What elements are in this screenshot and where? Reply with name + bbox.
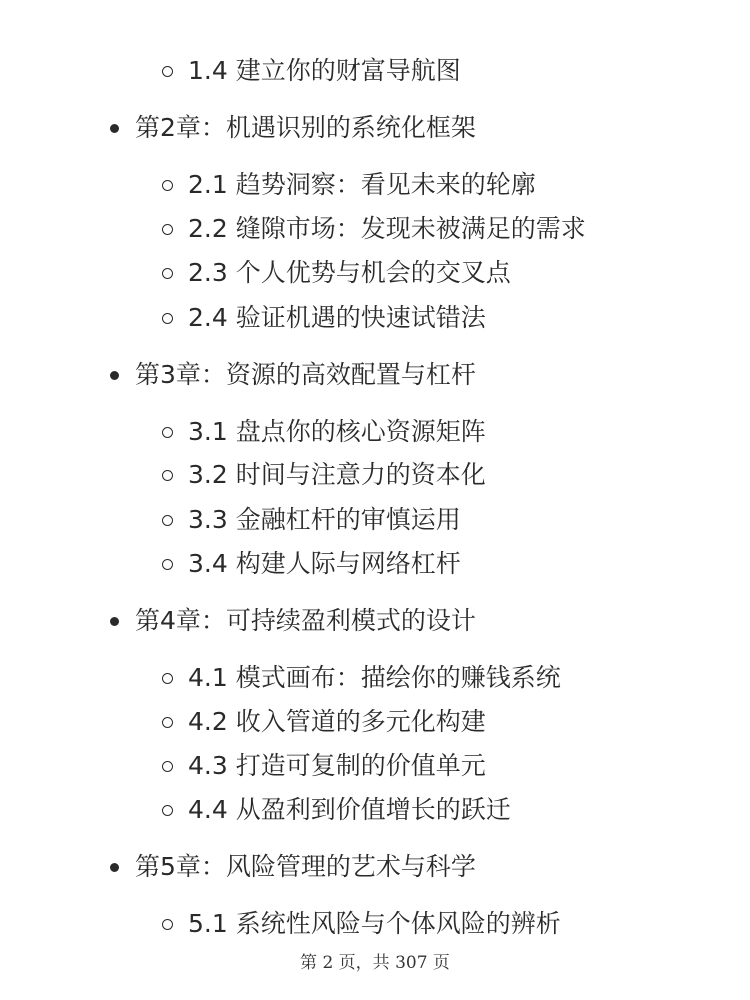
filled-disc-bullet-icon bbox=[110, 124, 119, 133]
toc-section-label: 3.1 盘点你的核心资源矩阵 bbox=[188, 417, 486, 446]
page-number-footer: 第 2 页，共 307 页 bbox=[300, 953, 450, 973]
toc-section-label: 4.1 模式画布：描绘你的赚钱系统 bbox=[188, 663, 561, 692]
toc-section-2-3 bbox=[162, 253, 511, 293]
toc-section-label: 2.4 验证机遇的快速试错法 bbox=[188, 303, 486, 332]
toc-section-3-2 bbox=[162, 455, 486, 495]
toc-section-label: 2.2 缝隙市场：发现未被满足的需求 bbox=[188, 214, 586, 243]
hollow-circle-bullet-icon bbox=[162, 805, 173, 816]
toc-section-label: 4.4 从盈利到价值增长的跃迁 bbox=[188, 795, 511, 824]
toc-section-label: 3.3 金融杠杆的审慎运用 bbox=[188, 505, 461, 534]
toc-section-label: 3.2 时间与注意力的资本化 bbox=[188, 460, 486, 489]
toc-section-5-1 bbox=[162, 904, 561, 944]
hollow-circle-bullet-icon bbox=[162, 515, 173, 526]
hollow-circle-bullet-icon bbox=[162, 559, 173, 570]
toc-chapter-2 bbox=[110, 108, 476, 148]
toc-section-2-2 bbox=[162, 209, 586, 249]
toc-chapter-5 bbox=[110, 847, 476, 887]
toc-section-label: 1.4 建立你的财富导航图 bbox=[188, 56, 461, 85]
toc-section-3-3 bbox=[162, 500, 461, 540]
toc-section-4-2 bbox=[162, 702, 486, 742]
toc-chapter-4 bbox=[110, 601, 476, 641]
toc-section-label: 4.2 收入管道的多元化构建 bbox=[188, 707, 486, 736]
toc-section-2-4 bbox=[162, 298, 486, 338]
toc-section-3-4 bbox=[162, 544, 461, 584]
toc-chapter-label: 第5章：风险管理的艺术与科学 bbox=[135, 852, 476, 881]
hollow-circle-bullet-icon bbox=[162, 224, 173, 235]
hollow-circle-bullet-icon bbox=[162, 919, 173, 930]
filled-disc-bullet-icon bbox=[110, 617, 119, 626]
hollow-circle-bullet-icon bbox=[162, 470, 173, 481]
hollow-circle-bullet-icon bbox=[162, 313, 173, 324]
filled-disc-bullet-icon bbox=[110, 863, 119, 872]
toc-section-label: 5.1 系统性风险与个体风险的辨析 bbox=[188, 909, 561, 938]
toc-section-2-1 bbox=[162, 165, 536, 205]
toc-chapter-label: 第2章：机遇识别的系统化框架 bbox=[135, 113, 476, 142]
hollow-circle-bullet-icon bbox=[162, 761, 173, 772]
toc-section-1-4 bbox=[162, 51, 461, 91]
hollow-circle-bullet-icon bbox=[162, 717, 173, 728]
hollow-circle-bullet-icon bbox=[162, 180, 173, 191]
hollow-circle-bullet-icon bbox=[162, 66, 173, 77]
hollow-circle-bullet-icon bbox=[162, 427, 173, 438]
toc-section-label: 4.3 打造可复制的价值单元 bbox=[188, 751, 486, 780]
toc-section-3-1 bbox=[162, 412, 486, 452]
toc-chapter-3 bbox=[110, 355, 476, 395]
toc-section-label: 2.1 趋势洞察：看见未来的轮廓 bbox=[188, 170, 536, 199]
toc-chapter-label: 第3章：资源的高效配置与杠杆 bbox=[135, 360, 476, 389]
toc-section-4-4 bbox=[162, 790, 511, 830]
toc-section-label: 3.4 构建人际与网络杠杆 bbox=[188, 549, 461, 578]
hollow-circle-bullet-icon bbox=[162, 673, 173, 684]
toc-section-4-3 bbox=[162, 746, 486, 786]
hollow-circle-bullet-icon bbox=[162, 268, 173, 279]
filled-disc-bullet-icon bbox=[110, 371, 119, 380]
toc-chapter-label: 第4章：可持续盈利模式的设计 bbox=[135, 606, 476, 635]
toc-section-4-1 bbox=[162, 658, 561, 698]
toc-section-label: 2.3 个人优势与机会的交叉点 bbox=[188, 258, 511, 287]
